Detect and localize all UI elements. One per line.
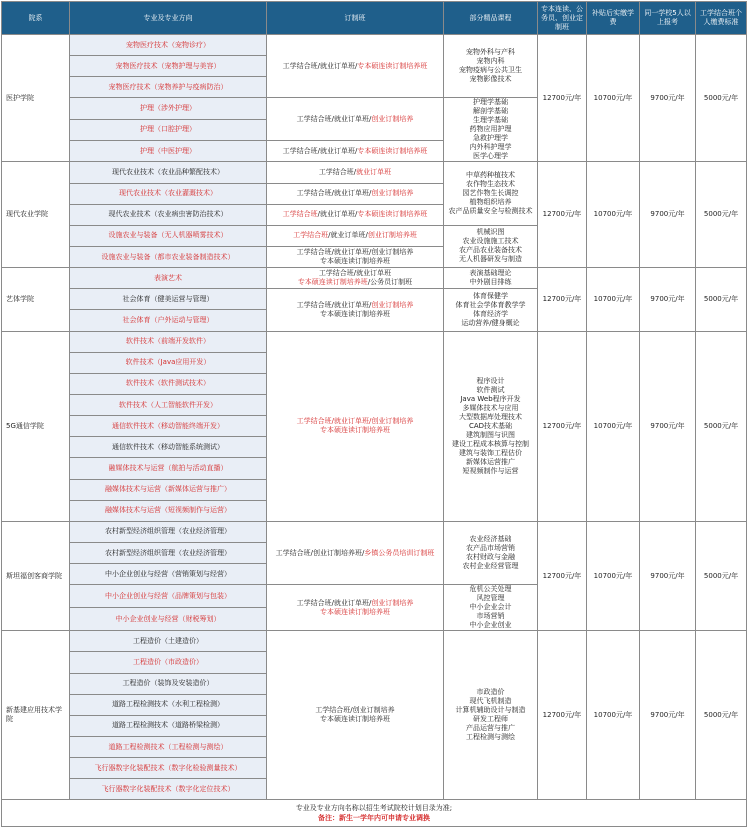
fee-top5: 9700元/年 bbox=[640, 35, 696, 162]
course-item: 现代飞机制造 bbox=[469, 697, 512, 706]
order-segment: 专本硕连读订制培养班 bbox=[320, 607, 390, 616]
course-item: 运动营养/健身概论 bbox=[461, 318, 520, 327]
course-item: 解剖学基础 bbox=[473, 107, 508, 116]
order-line bbox=[269, 706, 441, 715]
order-segment: 工学结合班/就业订单班/ bbox=[296, 598, 372, 607]
order-segment: 工学结合班/ bbox=[318, 167, 357, 176]
order-segment: 工学结合班/就业订单班/ bbox=[296, 114, 372, 123]
order-class bbox=[267, 246, 444, 267]
major-item: 软件技术（软件测试技术） bbox=[70, 373, 267, 394]
order-segment: 工学结合班/创业订制培养 bbox=[315, 706, 395, 715]
footer-note: 专业及专业方向名称以招生考试院校计划目录为准; bbox=[295, 804, 453, 813]
major-item: 道路工程检测技术（道路桥梁检测） bbox=[70, 715, 267, 736]
order-segment: 专本硕连读订制培养班 bbox=[320, 257, 390, 266]
course-list bbox=[444, 521, 538, 584]
order-segment: 工学结合班/创业订制培养班/ bbox=[275, 548, 365, 557]
order-line bbox=[269, 231, 441, 240]
course-item: 农产品市场营销 bbox=[466, 544, 515, 553]
course-item: 园艺作物生长调控 bbox=[462, 189, 519, 198]
order-segment: 工学结合班/就业订单班/ bbox=[296, 189, 372, 198]
order-segment: 专本硕连读订制培养班 bbox=[320, 426, 390, 435]
college-name: 5G通信学院 bbox=[2, 331, 70, 521]
course-list bbox=[444, 268, 538, 289]
major-item: 宠物医疗技术（宠物护理与美容） bbox=[70, 56, 267, 77]
fee-tuition-sub: 10700元/年 bbox=[587, 35, 640, 162]
order-segment: 创业订制培养 bbox=[371, 114, 414, 123]
course-list bbox=[444, 35, 538, 98]
order-line bbox=[269, 147, 441, 156]
major-item: 道路工程检测技术（水利工程检测） bbox=[70, 694, 267, 715]
major-item: 宠物医疗技术（宠物养护与疫病防治） bbox=[70, 77, 267, 98]
course-item: 医学心理学 bbox=[473, 152, 508, 161]
course-item: 农村财政与金融 bbox=[466, 553, 515, 562]
order-segment: 专本硕连读订制培养班 bbox=[357, 61, 428, 70]
course-item: 宠物内科 bbox=[476, 57, 505, 66]
table-body bbox=[2, 35, 747, 800]
major-item: 表演艺术 bbox=[70, 268, 267, 289]
major-item: 软件技术（Java应用开发） bbox=[70, 352, 267, 373]
order-segment: 专本硕连读订制培养班 bbox=[320, 715, 390, 724]
major-item: 通信软件技术（移动智能系统测试） bbox=[70, 437, 267, 458]
major-item: 现代农业技术（农业灌溉技术） bbox=[70, 183, 267, 204]
order-line bbox=[269, 248, 441, 257]
major-item: 社会体育（健美运营与管理） bbox=[70, 289, 267, 310]
tuition-table bbox=[1, 1, 747, 827]
major-item: 中小企业创业与经营（财税筹划） bbox=[70, 608, 267, 631]
order-segment: 创业订制培养 bbox=[371, 189, 414, 198]
footer-row bbox=[2, 800, 747, 827]
course-item: 表演基础理论 bbox=[469, 269, 512, 278]
fee-tuition-full: 12700元/年 bbox=[538, 162, 587, 268]
order-segment: 工学结合班/就业订单班/ bbox=[296, 300, 372, 309]
major-item: 护理（口腔护理） bbox=[70, 119, 267, 140]
order-segment: /就业订单班/ bbox=[328, 231, 368, 240]
major-item: 工程造价（土建造价） bbox=[70, 631, 267, 652]
course-item: 计算机辅助设计与制造 bbox=[455, 706, 526, 715]
major-item: 社会体育（户外运动与管理） bbox=[70, 310, 267, 331]
header-row bbox=[2, 2, 747, 35]
course-item: 体育经济学 bbox=[473, 309, 508, 318]
major-item: 工程造价（装饰及安装造价） bbox=[70, 673, 267, 694]
course-item: 宠物外科与产科 bbox=[466, 48, 515, 57]
college-name: 艺体学院 bbox=[2, 268, 70, 331]
course-item: 护理学基础 bbox=[473, 98, 508, 107]
order-line bbox=[269, 278, 441, 287]
order-segment: 工学结合班 bbox=[293, 231, 329, 240]
course-item: Java Web程序开发 bbox=[460, 394, 521, 403]
course-item: CAD技术基础 bbox=[468, 421, 513, 430]
course-item: 体育保健学 bbox=[473, 291, 508, 300]
order-line bbox=[269, 189, 441, 198]
college-name: 斯坦福创客商学院 bbox=[2, 521, 70, 630]
table-row bbox=[2, 35, 747, 56]
major-item: 护理（涉外护理） bbox=[70, 98, 267, 119]
order-segment: 专本硕连读订制培养班 bbox=[357, 146, 428, 155]
course-item: 风控管理 bbox=[476, 594, 505, 603]
fee-fee5: 5000元/年 bbox=[696, 631, 747, 800]
course-list bbox=[444, 162, 538, 225]
major-item: 现代农业技术（农业品种繁配技术） bbox=[70, 162, 267, 183]
order-line bbox=[269, 62, 441, 71]
course-item: 中外剧目排练 bbox=[469, 278, 512, 287]
major-item: 飞行器数字化装配技术（数字化定位技术） bbox=[70, 779, 267, 800]
order-class bbox=[267, 35, 444, 98]
order-class bbox=[267, 585, 444, 631]
order-line bbox=[269, 269, 441, 278]
course-item: 生理学基础 bbox=[473, 116, 508, 125]
course-item: 中草药种植技术 bbox=[466, 171, 515, 180]
course-item: 大型数据库处理技术 bbox=[459, 412, 522, 421]
order-segment: 工学结合班 bbox=[282, 210, 318, 219]
major-item: 现代农业技术（农业病虫害防治技术） bbox=[70, 204, 267, 225]
course-item: 市场营销 bbox=[476, 612, 505, 621]
order-segment: 工学结合班/就业订单班 bbox=[318, 269, 392, 278]
table-row bbox=[2, 631, 747, 652]
header-tuition-subsidized: 补贴后实缴学费 bbox=[587, 2, 640, 35]
major-item: 软件技术（人工智能软件开发） bbox=[70, 394, 267, 415]
course-item: 体育社会学体育教学学 bbox=[455, 300, 526, 309]
table-row bbox=[2, 331, 747, 352]
header-work-study-fee: 工学结合班个人缴费标准 bbox=[696, 2, 747, 35]
order-class bbox=[267, 183, 444, 204]
course-item: 宠物疫病与公共卫生 bbox=[459, 66, 522, 75]
course-item: 农业设施施工技术 bbox=[462, 237, 519, 246]
major-item: 通信软件技术（移动智能终端开发） bbox=[70, 416, 267, 437]
course-item: 研发工程师 bbox=[473, 715, 508, 724]
major-item: 软件技术（前端开发软件） bbox=[70, 331, 267, 352]
order-class bbox=[267, 162, 444, 183]
order-segment: 工学结合班/就业订单班/ bbox=[282, 146, 358, 155]
fee-fee5: 5000元/年 bbox=[696, 35, 747, 162]
course-item: 建设工程成本核算与控制 bbox=[452, 439, 529, 448]
course-item: 农产品农业装备技术 bbox=[459, 246, 522, 255]
major-item: 工程造价（市政造价） bbox=[70, 652, 267, 673]
course-item: 农作物生态技术 bbox=[466, 180, 515, 189]
fee-top5: 9700元/年 bbox=[640, 268, 696, 331]
fee-tuition-sub: 10700元/年 bbox=[587, 521, 640, 630]
major-item: 飞行器数字化装配技术（数字化检验测量技术） bbox=[70, 758, 267, 779]
order-line bbox=[269, 168, 441, 177]
order-segment: 创业订制培养 bbox=[371, 300, 414, 309]
fee-fee5: 5000元/年 bbox=[696, 162, 747, 268]
fee-top5: 9700元/年 bbox=[640, 331, 696, 521]
course-item: 机械识图 bbox=[476, 228, 505, 237]
major-item: 农村新型经济组织管理（农业经济管理） bbox=[70, 542, 267, 563]
course-list bbox=[444, 331, 538, 521]
header-courses: 部分精品课程 bbox=[444, 2, 538, 35]
fee-top5: 9700元/年 bbox=[640, 631, 696, 800]
course-item: 宠物影像技术 bbox=[469, 75, 512, 84]
fee-tuition-full: 12700元/年 bbox=[538, 521, 587, 630]
fee-tuition-sub: 10700元/年 bbox=[587, 268, 640, 331]
header-tuition-full: 专本连读、公务员、创业定制班 bbox=[538, 2, 587, 35]
course-list bbox=[444, 98, 538, 162]
order-class bbox=[267, 631, 444, 800]
course-item: 建筑制图与识图 bbox=[466, 430, 515, 439]
order-class bbox=[267, 204, 444, 225]
order-segment: 工学结合班/就业订单班/创业订制培养 bbox=[296, 248, 414, 257]
order-segment: 工学结合班/就业订单班/ bbox=[296, 417, 372, 426]
course-item: 药物应用护理 bbox=[469, 125, 512, 134]
order-class bbox=[267, 98, 444, 141]
course-list bbox=[444, 225, 538, 267]
major-item: 设施农业与装备（无人机器喷雾技术） bbox=[70, 225, 267, 246]
fee-tuition-full: 12700元/年 bbox=[538, 631, 587, 800]
order-line bbox=[269, 210, 441, 219]
course-item: 建筑与装饰工程估价 bbox=[459, 448, 522, 457]
order-segment: 就业订单班 bbox=[356, 167, 392, 176]
order-line bbox=[269, 715, 441, 724]
order-line bbox=[269, 301, 441, 310]
order-class bbox=[267, 268, 444, 289]
course-item: 植物组织培养 bbox=[469, 198, 512, 207]
fee-tuition-sub: 10700元/年 bbox=[587, 631, 640, 800]
course-item: 产品运营与推广 bbox=[466, 724, 515, 733]
course-item: 中小企业会计 bbox=[469, 603, 512, 612]
order-line bbox=[269, 310, 441, 319]
order-line bbox=[269, 257, 441, 266]
table-row bbox=[2, 268, 747, 289]
order-line bbox=[269, 115, 441, 124]
header-order-class: 订制班 bbox=[267, 2, 444, 35]
college-name: 新基建应用技术学院 bbox=[2, 631, 70, 800]
footer-cell bbox=[2, 800, 747, 827]
fee-tuition-sub: 10700元/年 bbox=[587, 162, 640, 268]
major-item: 中小企业创业与经营（营销策划与经营） bbox=[70, 564, 267, 585]
order-line bbox=[269, 608, 441, 617]
major-item: 设施农业与装备（都市农业装备制造技术） bbox=[70, 246, 267, 267]
fee-tuition-sub: 10700元/年 bbox=[587, 331, 640, 521]
course-item: 短视频制作与运营 bbox=[462, 466, 519, 475]
course-item: 市政造价 bbox=[476, 688, 505, 697]
order-line bbox=[269, 426, 441, 435]
major-item: 农村新型经济组织管理（农业经济管理） bbox=[70, 521, 267, 542]
footer-remark: 备注：新生一学年内可申请专业调换 bbox=[318, 814, 430, 823]
course-item: 急救护理学 bbox=[473, 134, 508, 143]
course-item: 内外科护理学 bbox=[469, 143, 512, 152]
order-segment: 创业订制培养班 bbox=[367, 231, 417, 240]
order-line bbox=[269, 549, 441, 558]
fee-top5: 9700元/年 bbox=[640, 521, 696, 630]
order-class bbox=[267, 289, 444, 331]
course-list bbox=[444, 631, 538, 800]
course-list bbox=[444, 289, 538, 331]
major-item: 中小企业创业与经营（品牌策划与包装） bbox=[70, 585, 267, 608]
major-item: 融媒体技术与运营（短视频制作与运营） bbox=[70, 500, 267, 521]
course-item: 危机公关处理 bbox=[469, 585, 512, 594]
order-segment: 专本硕连读订制培养班 bbox=[320, 309, 390, 318]
order-class bbox=[267, 225, 444, 246]
college-name: 现代农业学院 bbox=[2, 162, 70, 268]
fee-tuition-full: 12700元/年 bbox=[538, 331, 587, 521]
major-item: 宠物医疗技术（宠物诊疗） bbox=[70, 35, 267, 56]
table-row bbox=[2, 521, 747, 542]
fee-tuition-full: 12700元/年 bbox=[538, 35, 587, 162]
course-item: 工程检测与测绘 bbox=[466, 733, 515, 742]
order-segment: 乡镇公务员培训订制班 bbox=[364, 548, 435, 557]
header-college: 院系 bbox=[2, 2, 70, 35]
major-item: 融媒体技术与运营（航拍与活动直播） bbox=[70, 458, 267, 479]
order-line bbox=[269, 417, 441, 426]
course-item: 软件测试 bbox=[476, 385, 505, 394]
major-item: 融媒体技术与运营（新媒体运营与推广） bbox=[70, 479, 267, 500]
course-item: 无人机器研发与制造 bbox=[459, 255, 522, 264]
header-group-5: 同一学校5人以上报考 bbox=[640, 2, 696, 35]
course-item: 多媒体技术与应用 bbox=[462, 403, 519, 412]
order-class bbox=[267, 331, 444, 521]
fee-fee5: 5000元/年 bbox=[696, 268, 747, 331]
order-segment: 创业订制培养 bbox=[371, 598, 414, 607]
fee-top5: 9700元/年 bbox=[640, 162, 696, 268]
course-item: 程序设计 bbox=[476, 376, 505, 385]
order-class bbox=[267, 141, 444, 162]
major-item: 道路工程检测技术（工程检测与测绘） bbox=[70, 736, 267, 757]
major-item: 护理（中医护理） bbox=[70, 141, 267, 162]
order-segment: 创业订制培养 bbox=[371, 417, 414, 426]
fee-fee5: 5000元/年 bbox=[696, 521, 747, 630]
order-segment: /公务员订制班 bbox=[367, 278, 413, 287]
order-segment: 工学结合班/就业订单班/ bbox=[282, 61, 358, 70]
order-line bbox=[269, 599, 441, 608]
course-item: 农村企业经营管理 bbox=[462, 562, 519, 571]
course-item: 农业经济基础 bbox=[469, 535, 512, 544]
fee-fee5: 5000元/年 bbox=[696, 331, 747, 521]
fee-tuition-full: 12700元/年 bbox=[538, 268, 587, 331]
course-list bbox=[444, 585, 538, 631]
course-item: 新媒体运营推广 bbox=[466, 457, 515, 466]
order-segment: /就业订单班/ bbox=[317, 210, 358, 219]
order-class bbox=[267, 521, 444, 584]
order-segment: 专本硕连读订制培养班 bbox=[357, 210, 428, 219]
college-name: 医护学院 bbox=[2, 35, 70, 162]
course-item: 农产品质量安全与检测技术 bbox=[448, 207, 533, 216]
course-item: 中小企业创业 bbox=[469, 621, 512, 630]
header-major: 专业及专业方向 bbox=[70, 2, 267, 35]
order-segment: 专本硕连读订制培养班 bbox=[297, 278, 368, 287]
table-row bbox=[2, 162, 747, 183]
